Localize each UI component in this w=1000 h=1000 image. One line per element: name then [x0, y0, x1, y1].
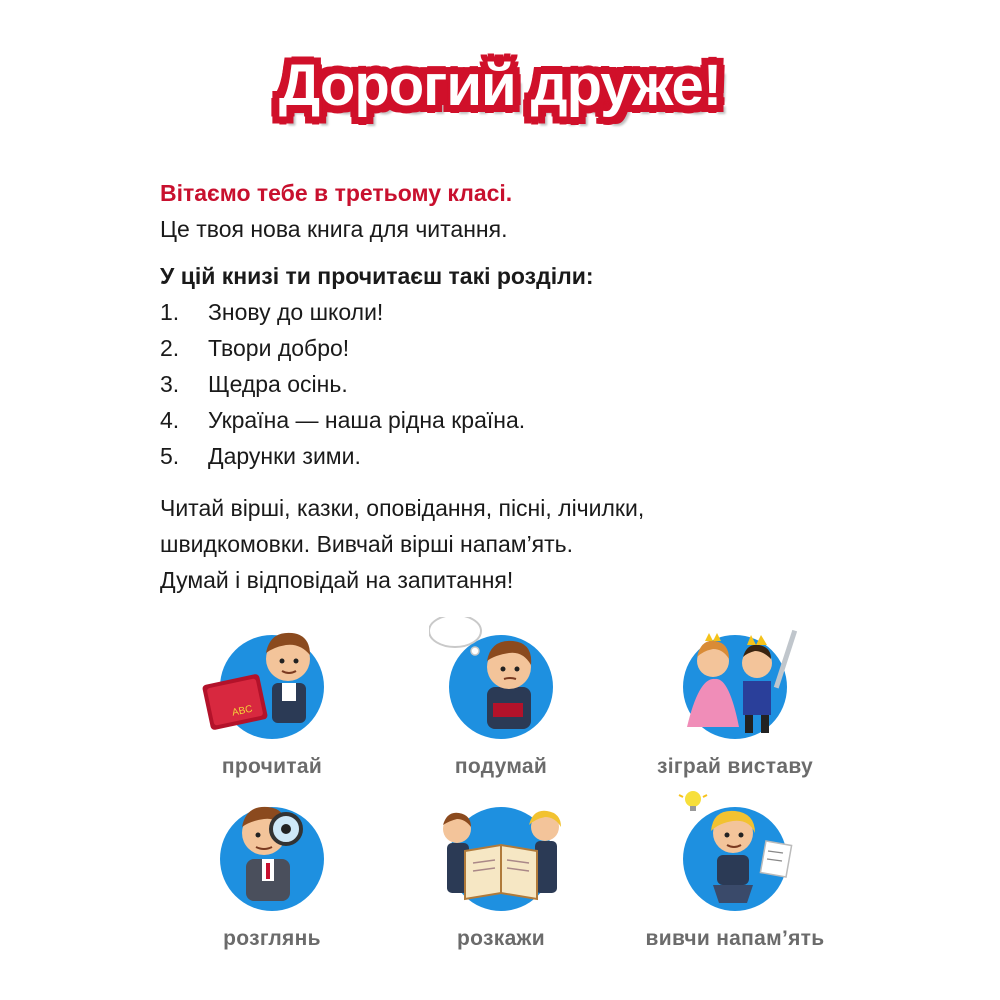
- reading-boy-icon: [220, 635, 324, 739]
- activity-label: подумай: [454, 755, 548, 778]
- greeting-line: Вітаємо тебе в третьому класі.: [160, 180, 513, 206]
- activity-tile-look: [172, 807, 372, 951]
- list-item-number: 3.: [160, 371, 180, 397]
- activity-label: розкажи: [457, 927, 545, 950]
- list-item-number: 1.: [160, 299, 180, 325]
- activity-icons: [200, 615, 840, 950]
- list-item: [160, 438, 880, 474]
- svg-text:ABC: ABC: [231, 703, 254, 719]
- list-item-text: Україна — наша рідна країна.: [208, 407, 526, 433]
- list-item: [160, 294, 880, 330]
- activity-label: розглянь: [223, 927, 321, 950]
- activity-tile-memorize: [635, 807, 835, 951]
- activity-label: зіграй виставу: [657, 755, 813, 778]
- list-item-text: Щедра осінь.: [208, 371, 348, 397]
- closing-block: [160, 490, 880, 598]
- activity-label: вивчи напам’ять: [645, 927, 825, 950]
- list-item-text: Твори добро!: [208, 335, 350, 361]
- sections-list: [160, 294, 880, 474]
- greeting-block: [160, 175, 880, 247]
- closing-line: швидкомовки. Вивчай вірші напам’ять.: [160, 531, 574, 557]
- closing-line: Читай вірші, казки, оповідання, пісні, лічилки,: [160, 495, 645, 521]
- list-item: [160, 402, 880, 438]
- sections-block: [160, 258, 880, 474]
- closing-line: Думай і відповідай на запитання!: [160, 567, 514, 593]
- list-item-text: Знову до школи!: [208, 299, 384, 325]
- thinking-boy-icon: [449, 635, 553, 739]
- list-item: [160, 366, 880, 402]
- idea-girl-icon: [683, 807, 787, 911]
- activity-tile-play: [635, 635, 835, 779]
- list-item-number: 2.: [160, 335, 180, 361]
- list-item-number: 4.: [160, 407, 180, 433]
- storytelling-kids-icon: [449, 807, 553, 911]
- list-item-text: Дарунки зими.: [208, 443, 361, 469]
- intro-line: Це твоя нова книга для читання.: [160, 216, 508, 242]
- magnifier-boy-icon: [220, 807, 324, 911]
- activity-tile-read: [172, 635, 372, 779]
- page-title: Дорогий друже!: [278, 53, 722, 118]
- activity-label: прочитай: [221, 755, 323, 778]
- activity-tile-tell: [401, 807, 601, 951]
- sections-heading: У цій книзі ти прочитаєш такі розділи:: [160, 263, 594, 289]
- list-item-number: 5.: [160, 443, 180, 469]
- activity-tile-think: [401, 635, 601, 779]
- list-item: [160, 330, 880, 366]
- prince-princess-icon: [683, 635, 787, 739]
